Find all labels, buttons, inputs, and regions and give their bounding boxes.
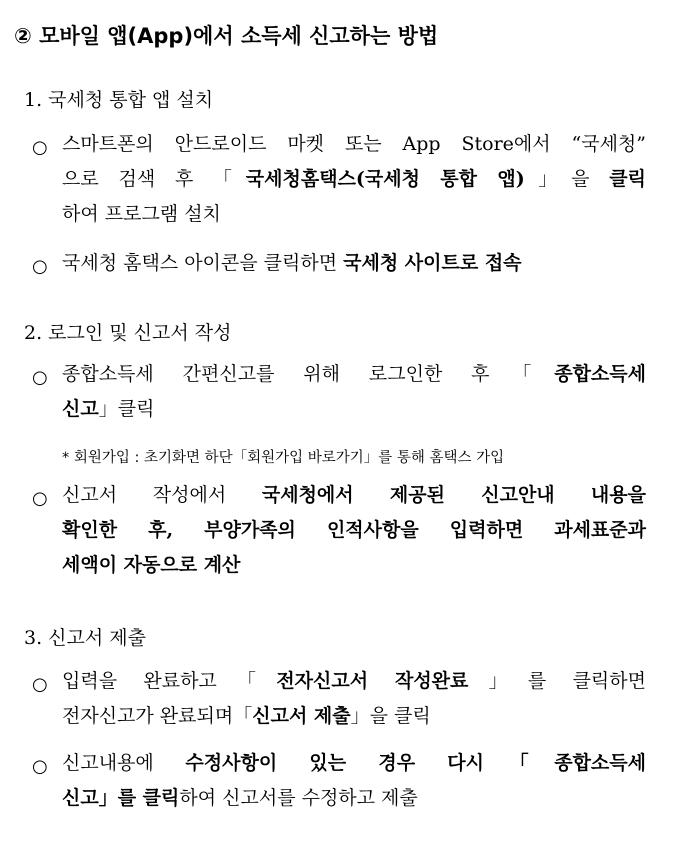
bold-text-run: 신고서 제출 — [252, 705, 351, 727]
item-submit-return — [62, 664, 646, 734]
item-text-line — [62, 664, 646, 699]
section-heading-submit: 3. 신고서 제출 — [24, 627, 146, 649]
text-run: 」을 — [524, 168, 610, 190]
item-modify-return — [62, 746, 646, 816]
bold-text-run: 국세청에서 제공된 신고안내 내용을 — [261, 484, 646, 506]
item-text-line — [62, 781, 646, 816]
bold-text-run: 국세청홈택스(국세청 통합 앱) — [245, 168, 525, 190]
item-write-return — [62, 478, 646, 583]
item-text-line — [62, 699, 646, 734]
item-access-site — [62, 246, 646, 281]
bullet-icon: ○ — [32, 756, 48, 777]
item-text-line — [62, 548, 646, 583]
text-run: 」를 클릭하면 — [468, 670, 646, 692]
bold-text-run: 신고 — [62, 398, 99, 420]
item-install-app — [62, 127, 646, 232]
bullet-icon: ○ — [32, 674, 48, 695]
text-run: 국세청 홈택스 아이콘을 클릭하면 — [62, 252, 344, 274]
bold-text-run: 종합소득세 — [554, 363, 646, 385]
bullet-icon: ○ — [32, 367, 48, 388]
bold-text-run: 전자신고서 작성완료 — [276, 670, 469, 692]
text-run: 」클릭 — [98, 398, 155, 420]
item-text-line — [62, 513, 646, 548]
item-text-line — [62, 127, 646, 162]
item-text-line — [62, 746, 646, 781]
text-run: 입력을 완료하고「 — [62, 670, 277, 692]
text-run: 스마트폰의 안드로이드 마켓 또는 App Store에서 “국세청” — [62, 133, 646, 155]
bullet-icon: ○ — [32, 488, 48, 509]
bold-text-run: 클릭 — [609, 168, 646, 190]
item-text-line — [62, 392, 646, 427]
text-run: 하여 프로그램 설치 — [62, 203, 221, 225]
section-heading-login: 2. 로그인 및 신고서 작성 — [24, 322, 232, 344]
text-run: 으로 검색 후 「 — [62, 168, 246, 190]
bold-text-run: 신고」를 클릭 — [62, 787, 180, 809]
text-run: 신고내용에 — [62, 752, 186, 774]
section-heading-install: 1. 국세청 통합 앱 설치 — [24, 89, 214, 111]
signup-note: * 회원가입 : 초기화면 하단「회원가입 바로가기」를 통해 홈택스 가입 — [62, 450, 505, 466]
item-text-line — [62, 478, 646, 513]
item-login — [62, 357, 646, 427]
bold-text-run: 수정사항이 있는 경우 다시「종합소득세 — [185, 752, 646, 774]
text-run: 하여 신고서를 수정하고 제출 — [179, 787, 418, 809]
bold-text-run: 국세청 사이트로 접속 — [343, 252, 522, 274]
page-title: ② 모바일 앱(App)에서 소득세 신고하는 방법 — [14, 24, 439, 48]
text-run: 전자신고가 완료되며「 — [62, 705, 253, 727]
item-text-line — [62, 246, 646, 281]
item-text-line — [62, 197, 646, 232]
text-run: 」을 클릭 — [350, 705, 431, 727]
bold-text-run: 확인한 후, 부양가족의 인적사항을 입력하면 과세표준과 — [62, 519, 646, 541]
bullet-icon: ○ — [32, 256, 48, 277]
text-run: 신고서 작성에서 — [62, 484, 262, 506]
text-run: 종합소득세 간편신고를 위해 로그인한 후「 — [62, 363, 555, 385]
item-text-line — [62, 162, 646, 197]
bold-text-run: 세액이 자동으로 계산 — [62, 554, 241, 576]
bullet-icon: ○ — [32, 137, 48, 158]
item-text-line — [62, 357, 646, 392]
